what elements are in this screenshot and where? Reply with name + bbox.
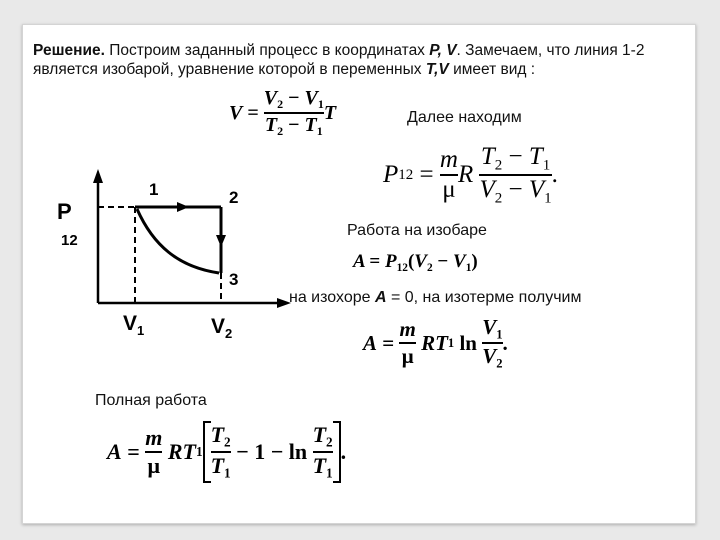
point-2-label: 2	[229, 188, 239, 207]
axis-p-sub: 12	[61, 232, 78, 249]
isobar-work-equation: $A = P_{12}(V_2 - V_1)$	[353, 251, 478, 274]
point-1-label: 1	[149, 180, 159, 199]
left-bracket	[203, 421, 211, 483]
isochore-arrow-icon	[216, 235, 226, 247]
isobar-work-label: Работа на изобаре	[347, 222, 487, 239]
pressure-equation: P 12 = $\frac{m}{\mu}$ R $\frac{T_2 - T_1}{V_2 - V_1}$ .	[383, 143, 558, 207]
slide	[22, 24, 696, 524]
next-label: Далее находим	[407, 109, 522, 126]
axis-p-label: P	[57, 199, 72, 224]
isobar-equation: V = $\frac{V_2 - V_1}{T_2 - T_1}$ T	[229, 87, 337, 139]
isotherm-curve	[137, 209, 219, 273]
v2-label: $V_2$	[211, 315, 233, 341]
pv-diagram	[53, 165, 313, 365]
total-work-equation: A = $\frac{m}{\mu}$ R T 1 $\frac{T_2}{T_1}$ − 1 − ln $\frac{T_2}{T_1}$ .	[107, 421, 346, 483]
isochore-label: на изохоре A = 0, на изотерме получим	[289, 289, 582, 306]
right-bracket	[333, 421, 341, 483]
intro-paragraph: Решение. Построим заданный процесс в координатах P, V. Замечаем, что линия 1-2 является изобарой, уравнение которой в переменных T,V имеет вид :	[33, 42, 645, 78]
total-work-label: Полная работа	[95, 392, 207, 409]
v1-label: $V_1$	[123, 312, 145, 338]
isotherm-work-equation: A = $\frac{m}{\mu}$ R T 1 ln $\frac{V_1}{V_2}$ .	[363, 315, 508, 371]
point-3-label: 3	[229, 270, 239, 289]
isobar-arrow-icon	[177, 202, 189, 212]
p-axis-arrow-icon	[93, 169, 103, 183]
solution-label: Решение.	[33, 42, 105, 59]
v-axis-arrow-icon	[277, 298, 291, 308]
